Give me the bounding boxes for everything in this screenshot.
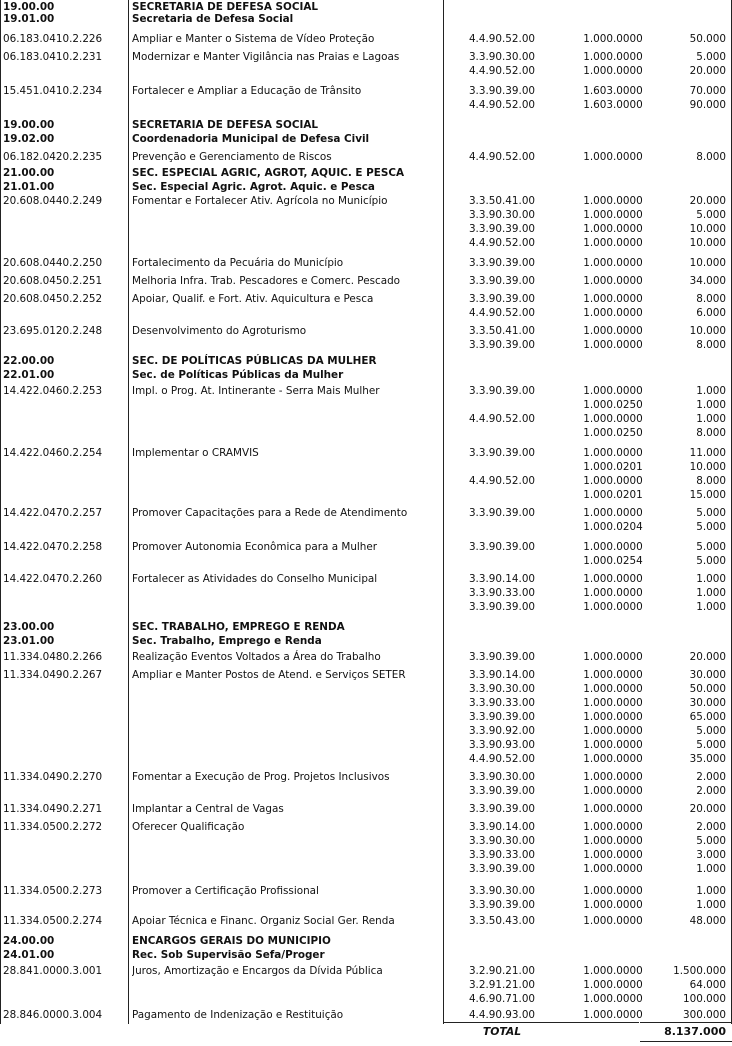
nature-cell: 3.3.90.39.00 <box>468 85 536 97</box>
table-row <box>0 884 732 898</box>
description-cell: SECRETARIA DE DEFESA SOCIAL <box>132 1 319 13</box>
code-cell: 23.00.00 <box>3 621 55 633</box>
nature-cell: 3.3.90.33.00 <box>468 849 536 861</box>
source-cell: 1.000.0000 <box>583 725 643 737</box>
value-cell: 5.000 <box>696 209 726 221</box>
value-cell: 30.000 <box>689 697 726 709</box>
table-row <box>0 834 732 848</box>
source-cell: 1.000.0000 <box>583 753 643 765</box>
description-cell: Realização Eventos Voltados a Área do Trabalho <box>132 651 381 663</box>
code-cell: 24.01.00 <box>3 949 55 961</box>
nature-cell: 4.4.90.52.00 <box>468 65 536 77</box>
code-cell: 21.01.00 <box>3 181 55 193</box>
value-cell: 5.000 <box>696 725 726 737</box>
nature-cell: 3.3.90.39.00 <box>468 651 536 663</box>
table-row <box>0 650 732 664</box>
source-cell: 1.000.0201 <box>583 461 643 473</box>
table-row <box>0 426 732 440</box>
table-row <box>0 554 732 568</box>
value-cell: 90.000 <box>689 99 726 111</box>
nature-cell: 3.3.90.30.00 <box>468 683 536 695</box>
source-cell: 1.000.0000 <box>583 307 643 319</box>
nature-cell: 3.3.90.39.00 <box>468 601 536 613</box>
description-cell: Coordenadoria Municipal de Defesa Civil <box>132 133 370 145</box>
code-cell: 19.00.00 <box>3 1 55 13</box>
description-cell: ENCARGOS GERAIS DO MUNICIPIO <box>132 935 331 947</box>
code-cell: 11.334.0500.2.274 <box>3 915 103 927</box>
description-cell: Sec. Especial Agric. Agrot. Aquic. e Pesca <box>132 181 375 193</box>
source-cell: 1.000.0000 <box>583 771 643 783</box>
source-cell: 1.000.0000 <box>583 821 643 833</box>
value-cell: 1.000 <box>696 399 726 411</box>
value-cell: 64.000 <box>689 979 726 991</box>
nature-cell: 3.3.90.30.00 <box>468 771 536 783</box>
value-cell: 1.000 <box>696 385 726 397</box>
description-cell: SEC. ESPECIAL AGRIC, AGROT, AQUIC. E PESCA <box>132 167 404 179</box>
description-cell: Fortalecimento da Pecuária do Município <box>132 257 344 269</box>
table-row <box>0 738 732 752</box>
table-row <box>0 64 732 78</box>
table-row <box>0 50 732 64</box>
source-cell: 1.000.0000 <box>583 863 643 875</box>
total-rule-right <box>640 1022 732 1023</box>
code-cell: 19.01.00 <box>3 13 55 25</box>
value-cell: 20.000 <box>689 651 726 663</box>
table-row <box>0 898 732 912</box>
total-value: 8.137.000 <box>664 1025 726 1038</box>
source-cell: 1.000.0000 <box>583 195 643 207</box>
nature-cell: 3.2.90.21.00 <box>468 965 536 977</box>
source-cell: 1.000.0000 <box>583 1009 643 1021</box>
table-row <box>0 600 732 614</box>
value-cell: 100.000 <box>683 993 726 1005</box>
nature-cell: 3.3.90.39.00 <box>468 507 536 519</box>
nature-cell: 3.3.90.92.00 <box>468 725 536 737</box>
code-cell: 11.334.0480.2.266 <box>3 651 103 663</box>
nature-cell: 3.3.90.39.00 <box>468 711 536 723</box>
code-cell: 06.183.0410.2.226 <box>3 33 103 45</box>
code-cell: 20.608.0450.2.251 <box>3 275 103 287</box>
value-cell: 50.000 <box>689 683 726 695</box>
nature-cell: 3.3.90.14.00 <box>468 821 536 833</box>
description-cell: Apoiar, Qualif. e Fort. Ativ. Aquicultura e Pesca <box>132 293 374 305</box>
nature-cell: 4.4.90.52.00 <box>468 33 536 45</box>
code-cell: 20.608.0440.2.249 <box>3 195 103 207</box>
description-cell: Impl. o Prog. At. Intinerante - Serra Mais Mulher <box>132 385 380 397</box>
value-cell: 5.000 <box>696 541 726 553</box>
value-cell: 65.000 <box>689 711 726 723</box>
description-cell: Fortalecer as Atividades do Conselho Municipal <box>132 573 378 585</box>
table-row <box>0 274 732 288</box>
section-header-row <box>0 118 732 132</box>
value-cell: 2.000 <box>696 771 726 783</box>
section-header-row <box>0 634 732 648</box>
source-cell: 1.000.0000 <box>583 669 643 681</box>
code-cell: 28.841.0000.3.001 <box>3 965 103 977</box>
source-cell: 1.000.0000 <box>583 899 643 911</box>
code-cell: 20.608.0450.2.252 <box>3 293 103 305</box>
value-cell: 48.000 <box>689 915 726 927</box>
table-row <box>0 978 732 992</box>
source-cell: 1.603.0000 <box>583 85 643 97</box>
section-header-row <box>0 620 732 634</box>
value-cell: 2.000 <box>696 821 726 833</box>
value-cell: 2.000 <box>696 785 726 797</box>
description-cell: Sec. Trabalho, Emprego e Renda <box>132 635 322 647</box>
description-cell: SECRETARIA DE DEFESA SOCIAL <box>132 119 319 131</box>
description-cell: Fomentar e Fortalecer Ativ. Agrícola no Município <box>132 195 388 207</box>
code-cell: 28.846.0000.3.004 <box>3 1009 103 1021</box>
section-header-row <box>0 934 732 948</box>
source-cell: 1.000.0000 <box>583 541 643 553</box>
source-cell: 1.000.0204 <box>583 521 643 533</box>
value-cell: 35.000 <box>689 753 726 765</box>
description-cell: Rec. Sob Supervisão Sefa/Proger <box>132 949 325 961</box>
table-row <box>0 236 732 250</box>
table-row <box>0 752 732 766</box>
nature-cell: 3.3.50.41.00 <box>468 325 536 337</box>
description-cell: Melhoria Infra. Trab. Pescadores e Comerc. Pescado <box>132 275 401 287</box>
value-cell: 10.000 <box>689 237 726 249</box>
value-cell: 8.000 <box>696 475 726 487</box>
source-cell: 1.000.0000 <box>583 209 643 221</box>
table-row <box>0 292 732 306</box>
value-cell: 20.000 <box>689 195 726 207</box>
code-cell: 06.183.0410.2.231 <box>3 51 103 63</box>
nature-cell: 3.3.90.39.00 <box>468 899 536 911</box>
table-row <box>0 1008 732 1022</box>
table-row <box>0 208 732 222</box>
value-cell: 10.000 <box>689 223 726 235</box>
nature-cell: 3.3.50.41.00 <box>468 195 536 207</box>
description-cell: Implantar a Central de Vagas <box>132 803 284 815</box>
table-row <box>0 324 732 338</box>
nature-cell: 3.3.90.39.00 <box>468 339 536 351</box>
nature-cell: 3.3.90.30.00 <box>468 209 536 221</box>
code-cell: 14.422.0460.2.253 <box>3 385 103 397</box>
code-cell: 22.00.00 <box>3 355 55 367</box>
source-cell: 1.000.0000 <box>583 237 643 249</box>
code-cell: 11.334.0490.2.270 <box>3 771 103 783</box>
table-row <box>0 914 732 928</box>
code-cell: 24.00.00 <box>3 935 55 947</box>
description-cell: Oferecer Qualificação <box>132 821 245 833</box>
section-header-row <box>0 948 732 962</box>
source-cell: 1.000.0000 <box>583 339 643 351</box>
source-cell: 1.000.0000 <box>583 885 643 897</box>
description-cell: Apoiar Técnica e Financ. Organiz Social Ger. Renda <box>132 915 395 927</box>
value-cell: 5.000 <box>696 835 726 847</box>
description-cell: Fomentar a Execução de Prog. Projetos Inclusivos <box>132 771 390 783</box>
value-cell: 70.000 <box>689 85 726 97</box>
source-cell: 1.000.0000 <box>583 915 643 927</box>
table-row <box>0 586 732 600</box>
source-cell: 1.000.0000 <box>583 65 643 77</box>
section-header-row <box>0 368 732 382</box>
nature-cell: 4.4.90.52.00 <box>468 99 536 111</box>
code-cell: 15.451.0410.2.234 <box>3 85 103 97</box>
nature-cell: 4.4.90.52.00 <box>468 307 536 319</box>
source-cell: 1.000.0000 <box>583 803 643 815</box>
value-cell: 8.000 <box>696 151 726 163</box>
nature-cell: 4.4.90.52.00 <box>468 237 536 249</box>
description-cell: Sec. de Políticas Públicas da Mulher <box>132 369 344 381</box>
nature-cell: 4.4.90.93.00 <box>468 1009 536 1021</box>
source-cell: 1.000.0000 <box>583 573 643 585</box>
nature-cell: 3.2.91.21.00 <box>468 979 536 991</box>
value-cell: 20.000 <box>689 65 726 77</box>
source-cell: 1.000.0000 <box>583 413 643 425</box>
description-cell: Modernizar e Manter Vigilância nas Praias e Lagoas <box>132 51 400 63</box>
code-cell: 11.334.0500.2.272 <box>3 821 103 833</box>
code-cell: 11.334.0490.2.267 <box>3 669 103 681</box>
total-label: TOTAL <box>482 1025 522 1038</box>
table-row <box>0 338 732 352</box>
source-cell: 1.000.0254 <box>583 555 643 567</box>
source-cell: 1.000.0250 <box>583 399 643 411</box>
source-cell: 1.000.0000 <box>583 711 643 723</box>
table-row <box>0 572 732 586</box>
code-cell: 14.422.0460.2.254 <box>3 447 103 459</box>
nature-cell: 3.3.90.93.00 <box>468 739 536 751</box>
source-cell: 1.000.0000 <box>583 33 643 45</box>
value-cell: 8.000 <box>696 293 726 305</box>
source-cell: 1.000.0201 <box>583 489 643 501</box>
table-row <box>0 460 732 474</box>
description-cell: Secretaria de Defesa Social <box>132 13 294 25</box>
description-cell: Promover Autonomia Econômica para a Mulher <box>132 541 378 553</box>
table-row <box>0 412 732 426</box>
nature-cell: 3.3.90.30.00 <box>468 835 536 847</box>
code-cell: 14.422.0470.2.260 <box>3 573 103 585</box>
value-cell: 6.000 <box>696 307 726 319</box>
value-cell: 1.500.000 <box>673 965 726 977</box>
source-cell: 1.000.0000 <box>583 51 643 63</box>
table-row <box>0 668 732 682</box>
table-row <box>0 32 732 46</box>
source-cell: 1.603.0000 <box>583 99 643 111</box>
value-cell: 1.000 <box>696 885 726 897</box>
source-cell: 1.000.0000 <box>583 601 643 613</box>
table-row <box>0 784 732 798</box>
source-cell: 1.000.0000 <box>583 651 643 663</box>
description-cell: Desenvolvimento do Agroturismo <box>132 325 307 337</box>
table-row <box>0 710 732 724</box>
source-cell: 1.000.0000 <box>583 325 643 337</box>
nature-cell: 3.3.90.39.00 <box>468 385 536 397</box>
description-cell: Ampliar e Manter Postos de Atend. e Serviços SETER <box>132 669 406 681</box>
nature-cell: 3.3.90.39.00 <box>468 803 536 815</box>
value-cell: 1.000 <box>696 899 726 911</box>
value-cell: 10.000 <box>689 325 726 337</box>
nature-cell: 4.4.90.52.00 <box>468 753 536 765</box>
value-cell: 300.000 <box>683 1009 726 1021</box>
description-cell: SEC. TRABALHO, EMPREGO E RENDA <box>132 621 345 633</box>
description-cell: Fortalecer e Ampliar a Educação de Trânsito <box>132 85 362 97</box>
nature-cell: 3.3.50.43.00 <box>468 915 536 927</box>
table-row <box>0 384 732 398</box>
value-cell: 5.000 <box>696 521 726 533</box>
table-row <box>0 256 732 270</box>
value-cell: 11.000 <box>689 447 726 459</box>
value-cell: 5.000 <box>696 51 726 63</box>
code-cell: 19.02.00 <box>3 133 55 145</box>
code-cell: 11.334.0490.2.271 <box>3 803 103 815</box>
table-row <box>0 696 732 710</box>
value-cell: 8.000 <box>696 339 726 351</box>
table-row <box>0 820 732 834</box>
source-cell: 1.000.0000 <box>583 275 643 287</box>
table-row <box>0 862 732 876</box>
value-cell: 1.000 <box>696 587 726 599</box>
nature-cell: 3.3.90.39.00 <box>468 785 536 797</box>
source-cell: 1.000.0000 <box>583 507 643 519</box>
value-cell: 50.000 <box>689 33 726 45</box>
source-cell: 1.000.0000 <box>583 293 643 305</box>
table-row <box>0 724 732 738</box>
total-underline <box>640 1041 732 1042</box>
value-cell: 5.000 <box>696 507 726 519</box>
table-row <box>0 964 732 978</box>
table-row <box>0 98 732 112</box>
value-cell: 30.000 <box>689 669 726 681</box>
nature-cell: 3.3.90.14.00 <box>468 669 536 681</box>
table-row <box>0 992 732 1006</box>
table-row <box>0 306 732 320</box>
nature-cell: 4.4.90.52.00 <box>468 475 536 487</box>
table-row <box>0 506 732 520</box>
table-row <box>0 520 732 534</box>
value-cell: 1.000 <box>696 573 726 585</box>
source-cell: 1.000.0000 <box>583 151 643 163</box>
code-cell: 06.182.0420.2.235 <box>3 151 103 163</box>
section-header-row <box>0 12 732 26</box>
description-cell: Promover Capacitações para a Rede de Atendimento <box>132 507 408 519</box>
value-cell: 1.000 <box>696 413 726 425</box>
table-row <box>0 770 732 784</box>
value-cell: 1.000 <box>696 601 726 613</box>
table-row <box>0 194 732 208</box>
value-cell: 20.000 <box>689 803 726 815</box>
source-cell: 1.000.0000 <box>583 447 643 459</box>
nature-cell: 3.3.90.33.00 <box>468 697 536 709</box>
description-cell: Prevenção e Gerenciamento de Riscos <box>132 151 332 163</box>
source-cell: 1.000.0000 <box>583 965 643 977</box>
source-cell: 1.000.0000 <box>583 683 643 695</box>
code-cell: 21.00.00 <box>3 167 55 179</box>
value-cell: 5.000 <box>696 739 726 751</box>
value-cell: 5.000 <box>696 555 726 567</box>
table-row <box>0 446 732 460</box>
description-cell: Promover a Certificação Profissional <box>132 885 319 897</box>
section-header-row <box>0 354 732 368</box>
table-row <box>0 802 732 816</box>
source-cell: 1.000.0250 <box>583 427 643 439</box>
source-cell: 1.000.0000 <box>583 835 643 847</box>
value-cell: 10.000 <box>689 257 726 269</box>
code-cell: 14.422.0470.2.258 <box>3 541 103 553</box>
source-cell: 1.000.0000 <box>583 739 643 751</box>
source-cell: 1.000.0000 <box>583 223 643 235</box>
description-cell: SEC. DE POLÍTICAS PÚBLICAS DA MULHER <box>132 355 377 367</box>
total-rule-left <box>443 1022 639 1023</box>
table-row <box>0 540 732 554</box>
source-cell: 1.000.0000 <box>583 697 643 709</box>
code-cell: 14.422.0470.2.257 <box>3 507 103 519</box>
section-header-row <box>0 180 732 194</box>
code-cell: 23.695.0120.2.248 <box>3 325 103 337</box>
nature-cell: 3.3.90.33.00 <box>468 587 536 599</box>
nature-cell: 4.6.90.71.00 <box>468 993 536 1005</box>
nature-cell: 3.3.90.30.00 <box>468 885 536 897</box>
nature-cell: 3.3.90.39.00 <box>468 223 536 235</box>
description-cell: Pagamento de Indenização e Restituição <box>132 1009 344 1021</box>
value-cell: 15.000 <box>689 489 726 501</box>
table-row <box>0 150 732 164</box>
table-row <box>0 222 732 236</box>
nature-cell: 3.3.90.39.00 <box>468 275 536 287</box>
source-cell: 1.000.0000 <box>583 475 643 487</box>
description-cell: Ampliar e Manter o Sistema de Vídeo Proteção <box>132 33 375 45</box>
table-row <box>0 398 732 412</box>
code-cell: 11.334.0500.2.273 <box>3 885 103 897</box>
source-cell: 1.000.0000 <box>583 385 643 397</box>
nature-cell: 3.3.90.39.00 <box>468 257 536 269</box>
nature-cell: 3.3.90.30.00 <box>468 51 536 63</box>
section-header-row <box>0 166 732 180</box>
code-cell: 20.608.0440.2.250 <box>3 257 103 269</box>
code-cell: 19.00.00 <box>3 119 55 131</box>
table-row <box>0 682 732 696</box>
value-cell: 3.000 <box>696 849 726 861</box>
nature-cell: 3.3.90.39.00 <box>468 541 536 553</box>
nature-cell: 3.3.90.39.00 <box>468 293 536 305</box>
source-cell: 1.000.0000 <box>583 849 643 861</box>
value-cell: 34.000 <box>689 275 726 287</box>
description-cell: Implementar o CRAMVIS <box>132 447 259 459</box>
value-cell: 8.000 <box>696 427 726 439</box>
source-cell: 1.000.0000 <box>583 257 643 269</box>
nature-cell: 4.4.90.52.00 <box>468 413 536 425</box>
description-cell: Juros, Amortização e Encargos da Dívida Pública <box>132 965 383 977</box>
source-cell: 1.000.0000 <box>583 785 643 797</box>
table-row <box>0 848 732 862</box>
code-cell: 23.01.00 <box>3 635 55 647</box>
code-cell: 22.01.00 <box>3 369 55 381</box>
source-cell: 1.000.0000 <box>583 979 643 991</box>
source-cell: 1.000.0000 <box>583 587 643 599</box>
nature-cell: 4.4.90.52.00 <box>468 151 536 163</box>
table-row <box>0 474 732 488</box>
value-cell: 10.000 <box>689 461 726 473</box>
nature-cell: 3.3.90.39.00 <box>468 863 536 875</box>
nature-cell: 3.3.90.14.00 <box>468 573 536 585</box>
source-cell: 1.000.0000 <box>583 993 643 1005</box>
nature-cell: 3.3.90.39.00 <box>468 447 536 459</box>
value-cell: 1.000 <box>696 863 726 875</box>
table-row <box>0 488 732 502</box>
section-header-row <box>0 132 732 146</box>
table-row <box>0 84 732 98</box>
